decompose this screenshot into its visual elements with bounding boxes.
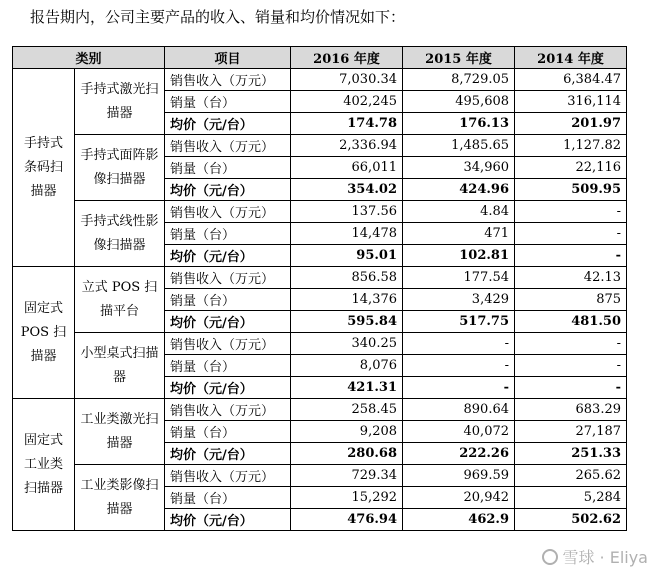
item-cell: 销售收入（万元） <box>165 333 291 355</box>
table-row <box>13 201 627 223</box>
value-2014-cell: - <box>515 355 627 377</box>
item-cell: 销售收入（万元） <box>165 267 291 289</box>
value-2015-cell: 8,729.05 <box>403 69 515 91</box>
value-2015-cell: 34,960 <box>403 157 515 179</box>
value-2014-cell: 6,384.47 <box>515 69 627 91</box>
value-2015-cell: 969.59 <box>403 465 515 487</box>
item-cell: 销量（台） <box>165 223 291 245</box>
table-header <box>13 47 627 69</box>
item-cell: 销量（台） <box>165 421 291 443</box>
item-cell: 销售收入（万元） <box>165 399 291 421</box>
value-2015-cell: 177.54 <box>403 267 515 289</box>
value-2014-cell: - <box>515 245 627 267</box>
value-2016-cell: 14,376 <box>291 289 403 311</box>
value-2015-cell: 222.26 <box>403 443 515 465</box>
category-cell: 固定式 POS 扫描器 <box>13 267 75 399</box>
item-cell: 均价（元/台） <box>165 443 291 465</box>
item-cell: 销售收入（万元） <box>165 201 291 223</box>
item-cell: 均价（元/台） <box>165 377 291 399</box>
subcategory-cell: 手持式激光扫描器 <box>75 69 165 135</box>
value-2014-cell: - <box>515 333 627 355</box>
value-2014-cell: 5,284 <box>515 487 627 509</box>
value-2015-cell: 471 <box>403 223 515 245</box>
value-2014-cell: - <box>515 201 627 223</box>
value-2014-cell: 875 <box>515 289 627 311</box>
table-row <box>13 333 627 355</box>
table-body <box>13 69 627 531</box>
item-cell: 销量（台） <box>165 91 291 113</box>
header-category: 类别 <box>13 47 165 69</box>
subcategory-cell: 手持式线性影像扫描器 <box>75 201 165 267</box>
value-2016-cell: 174.78 <box>291 113 403 135</box>
item-cell: 均价（元/台） <box>165 245 291 267</box>
subcategory-cell: 工业类激光扫描器 <box>75 399 165 465</box>
value-2015-cell: 890.64 <box>403 399 515 421</box>
value-2016-cell: 95.01 <box>291 245 403 267</box>
value-2016-cell: 280.68 <box>291 443 403 465</box>
value-2016-cell: 9,208 <box>291 421 403 443</box>
value-2014-cell: 316,114 <box>515 91 627 113</box>
revenue-table <box>12 46 627 531</box>
value-2015-cell: 102.81 <box>403 245 515 267</box>
item-cell: 均价（元/台） <box>165 179 291 201</box>
value-2015-cell: - <box>403 377 515 399</box>
value-2015-cell: 495,608 <box>403 91 515 113</box>
snowball-logo-icon <box>542 549 558 565</box>
item-cell: 均价（元/台） <box>165 509 291 531</box>
item-cell: 销售收入（万元） <box>165 465 291 487</box>
value-2016-cell: 7,030.34 <box>291 69 403 91</box>
item-cell: 销量（台） <box>165 289 291 311</box>
item-cell: 销量（台） <box>165 157 291 179</box>
value-2014-cell: 481.50 <box>515 311 627 333</box>
value-2014-cell: 683.29 <box>515 399 627 421</box>
value-2015-cell: 20,942 <box>403 487 515 509</box>
value-2016-cell: 8,076 <box>291 355 403 377</box>
value-2015-cell: 424.96 <box>403 179 515 201</box>
value-2014-cell: 22,116 <box>515 157 627 179</box>
subcategory-cell: 工业类影像扫描器 <box>75 465 165 531</box>
value-2015-cell: 462.9 <box>403 509 515 531</box>
value-2015-cell: 1,485.65 <box>403 135 515 157</box>
value-2015-cell: 176.13 <box>403 113 515 135</box>
value-2014-cell: 1,127.82 <box>515 135 627 157</box>
value-2015-cell: 4.84 <box>403 201 515 223</box>
value-2014-cell: 27,187 <box>515 421 627 443</box>
value-2016-cell: 258.45 <box>291 399 403 421</box>
value-2014-cell: 265.62 <box>515 465 627 487</box>
watermark-text: 雪球 · Eliya <box>562 548 648 567</box>
subcategory-cell: 小型桌式扫描器 <box>75 333 165 399</box>
watermark <box>542 545 648 568</box>
value-2015-cell: 517.75 <box>403 311 515 333</box>
item-cell: 销量（台） <box>165 487 291 509</box>
value-2016-cell: 476.94 <box>291 509 403 531</box>
value-2016-cell: 729.34 <box>291 465 403 487</box>
item-cell: 均价（元/台） <box>165 113 291 135</box>
table-row <box>13 135 627 157</box>
header-2014: 2014 年度 <box>515 47 627 69</box>
value-2014-cell: - <box>515 223 627 245</box>
subcategory-cell: 手持式面阵影像扫描器 <box>75 135 165 201</box>
value-2015-cell: 40,072 <box>403 421 515 443</box>
value-2016-cell: 340.25 <box>291 333 403 355</box>
value-2015-cell: - <box>403 333 515 355</box>
value-2014-cell: 251.33 <box>515 443 627 465</box>
value-2016-cell: 421.31 <box>291 377 403 399</box>
table-row <box>13 399 627 421</box>
value-2014-cell: 201.97 <box>515 113 627 135</box>
value-2016-cell: 354.02 <box>291 179 403 201</box>
table-row <box>13 69 627 91</box>
value-2016-cell: 14,478 <box>291 223 403 245</box>
value-2014-cell: - <box>515 377 627 399</box>
header-item: 项目 <box>165 47 291 69</box>
value-2016-cell: 137.56 <box>291 201 403 223</box>
table-row <box>13 465 627 487</box>
item-cell: 销售收入（万元） <box>165 135 291 157</box>
category-cell: 固定式工业类扫描器 <box>13 399 75 531</box>
value-2016-cell: 856.58 <box>291 267 403 289</box>
value-2016-cell: 402,245 <box>291 91 403 113</box>
value-2016-cell: 15,292 <box>291 487 403 509</box>
header-2016: 2016 年度 <box>291 47 403 69</box>
intro-text: 报告期内，公司主要产品的收入、销量和均价情况如下： <box>30 8 406 26</box>
value-2014-cell: 509.95 <box>515 179 627 201</box>
header-2015: 2015 年度 <box>403 47 515 69</box>
value-2015-cell: 3,429 <box>403 289 515 311</box>
item-cell: 销量（台） <box>165 355 291 377</box>
value-2014-cell: 42.13 <box>515 267 627 289</box>
item-cell: 均价（元/台） <box>165 311 291 333</box>
value-2016-cell: 595.84 <box>291 311 403 333</box>
value-2016-cell: 2,336.94 <box>291 135 403 157</box>
item-cell: 销售收入（万元） <box>165 69 291 91</box>
value-2016-cell: 66,011 <box>291 157 403 179</box>
value-2014-cell: 502.62 <box>515 509 627 531</box>
subcategory-cell: 立式 POS 扫描平台 <box>75 267 165 333</box>
value-2015-cell: - <box>403 355 515 377</box>
table-row <box>13 267 627 289</box>
category-cell: 手持式条码扫描器 <box>13 69 75 267</box>
